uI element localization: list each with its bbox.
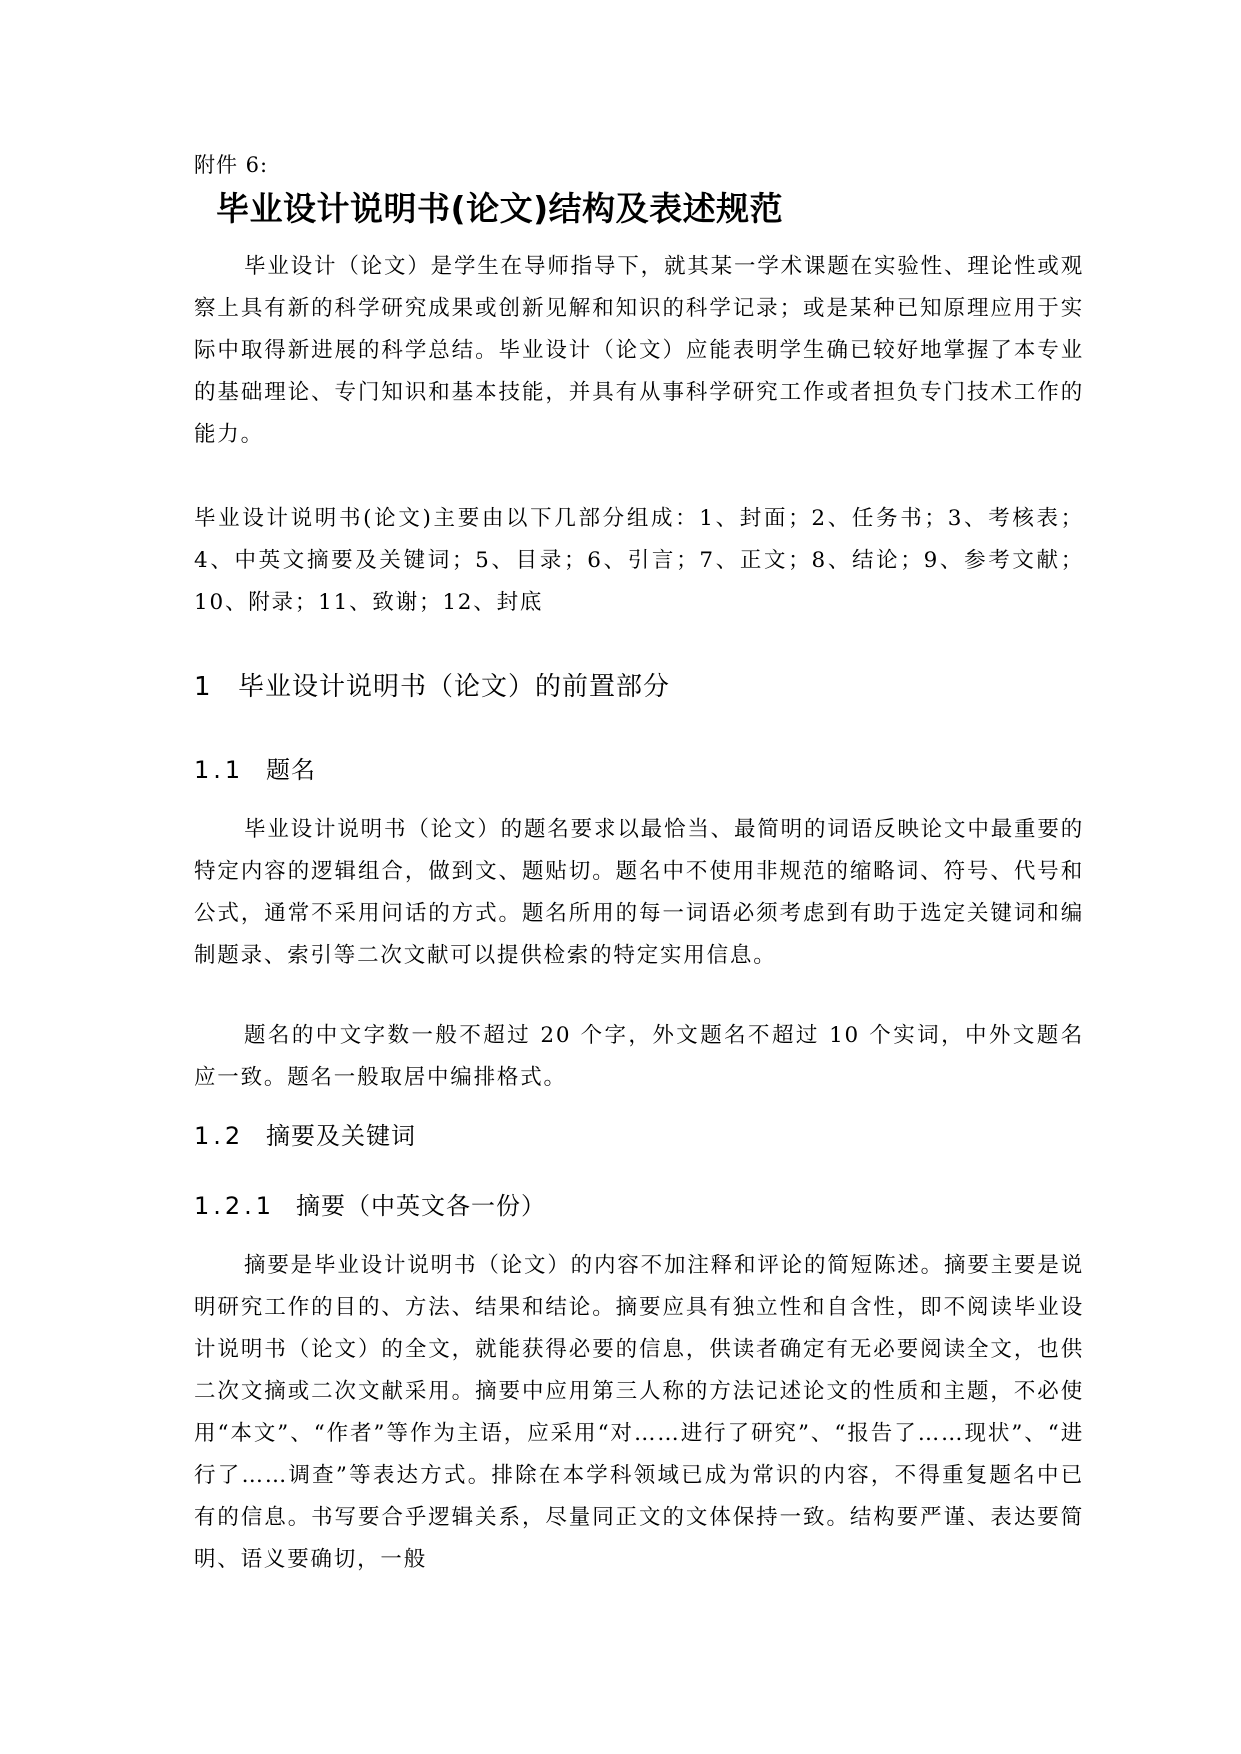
section-1-2-1-heading (194, 1187, 546, 1225)
composition-paragraph: 毕业设计说明书(论文)主要由以下几部分组成：1、封面；2、任务书；3、考核表；4、中英文摘要及关键词；5、目录；6、引言；7、正文；8、结论；9、参考文献；10、附录；11、致谢；12、封底 (194, 506, 1084, 615)
abstract-paragraph: 摘要是毕业设计说明书（论文）的内容不加注释和评论的简短陈述。摘要主要是说明研究工作的目的、方法、结果和结论。摘要应具有独立性和自含性，即不阅读毕业设计说明书（论文）的全文，就能获得必要的信息，供读者确定有无必要阅读全文，也供二次文摘或二次文献采用。摘要中应用第三人称的方法记述论文的性质和主题，不必使用“本文”、“作者”等作为主语，应采用“对……进行了研究”、“报告了……现状”、“进行了……调查”等表达方式。排除在本学科领域已成为常识的内容，不得重复题名中已有的信息。书写要合乎逻辑关系，尽量同正文的文体保持一致。结构要严谨、表达要简明、语义要确切，一般 (194, 1253, 1084, 1572)
title-length-paragraph: 题名的中文字数一般不超过 20 个字，外文题名不超过 10 个实词，中外文题名应一致。题名一般取居中编排格式。 (194, 1023, 1084, 1090)
title-requirements-paragraph: 毕业设计说明书（论文）的题名要求以最恰当、最简明的词语反映论文中最重要的特定内容的逻辑组合，做到文、题贴切。题名中不使用非规范的缩略词、符号、代号和公式，通常不采用问话的方式。题名所用的每一词语必须考虑到有助于选定关键词和编制题录、索引等二次文献可以提供检索的特定实用信息。 (194, 817, 1084, 968)
intro-paragraph: 毕业设计（论文）是学生在导师指导下，就其某一学术课题在实验性、理论性或观察上具有新的科学研究成果或创新见解和知识的科学记录；或是某种已知原理应用于实际中取得新进展的科学总结。毕业设计（论文）应能表明学生确已较好地掌握了本专业的基础理论、专门知识和基本技能，并具有从事科学研究工作或者担负专门技术工作的能力。 (194, 254, 1084, 447)
document-title: 毕业设计说明书(论文)结构及表述规范 (216, 189, 784, 228)
section-title: 摘要及关键词 (266, 1122, 416, 1150)
section-1-heading (194, 667, 670, 707)
section-number: 1.1 (194, 756, 245, 784)
section-1-2-heading (194, 1117, 416, 1155)
section-title: 毕业设计说明书（论文）的前置部分 (238, 672, 671, 702)
section-number: 1 (194, 672, 215, 702)
section-number: 1.2.1 (194, 1192, 276, 1220)
section-title: 题名 (266, 756, 316, 784)
annex-label: 附件 6: (194, 153, 269, 177)
section-title: 摘要（中英文各一份） (296, 1192, 546, 1220)
section-1-1-heading (194, 751, 316, 789)
section-number: 1.2 (194, 1122, 245, 1150)
